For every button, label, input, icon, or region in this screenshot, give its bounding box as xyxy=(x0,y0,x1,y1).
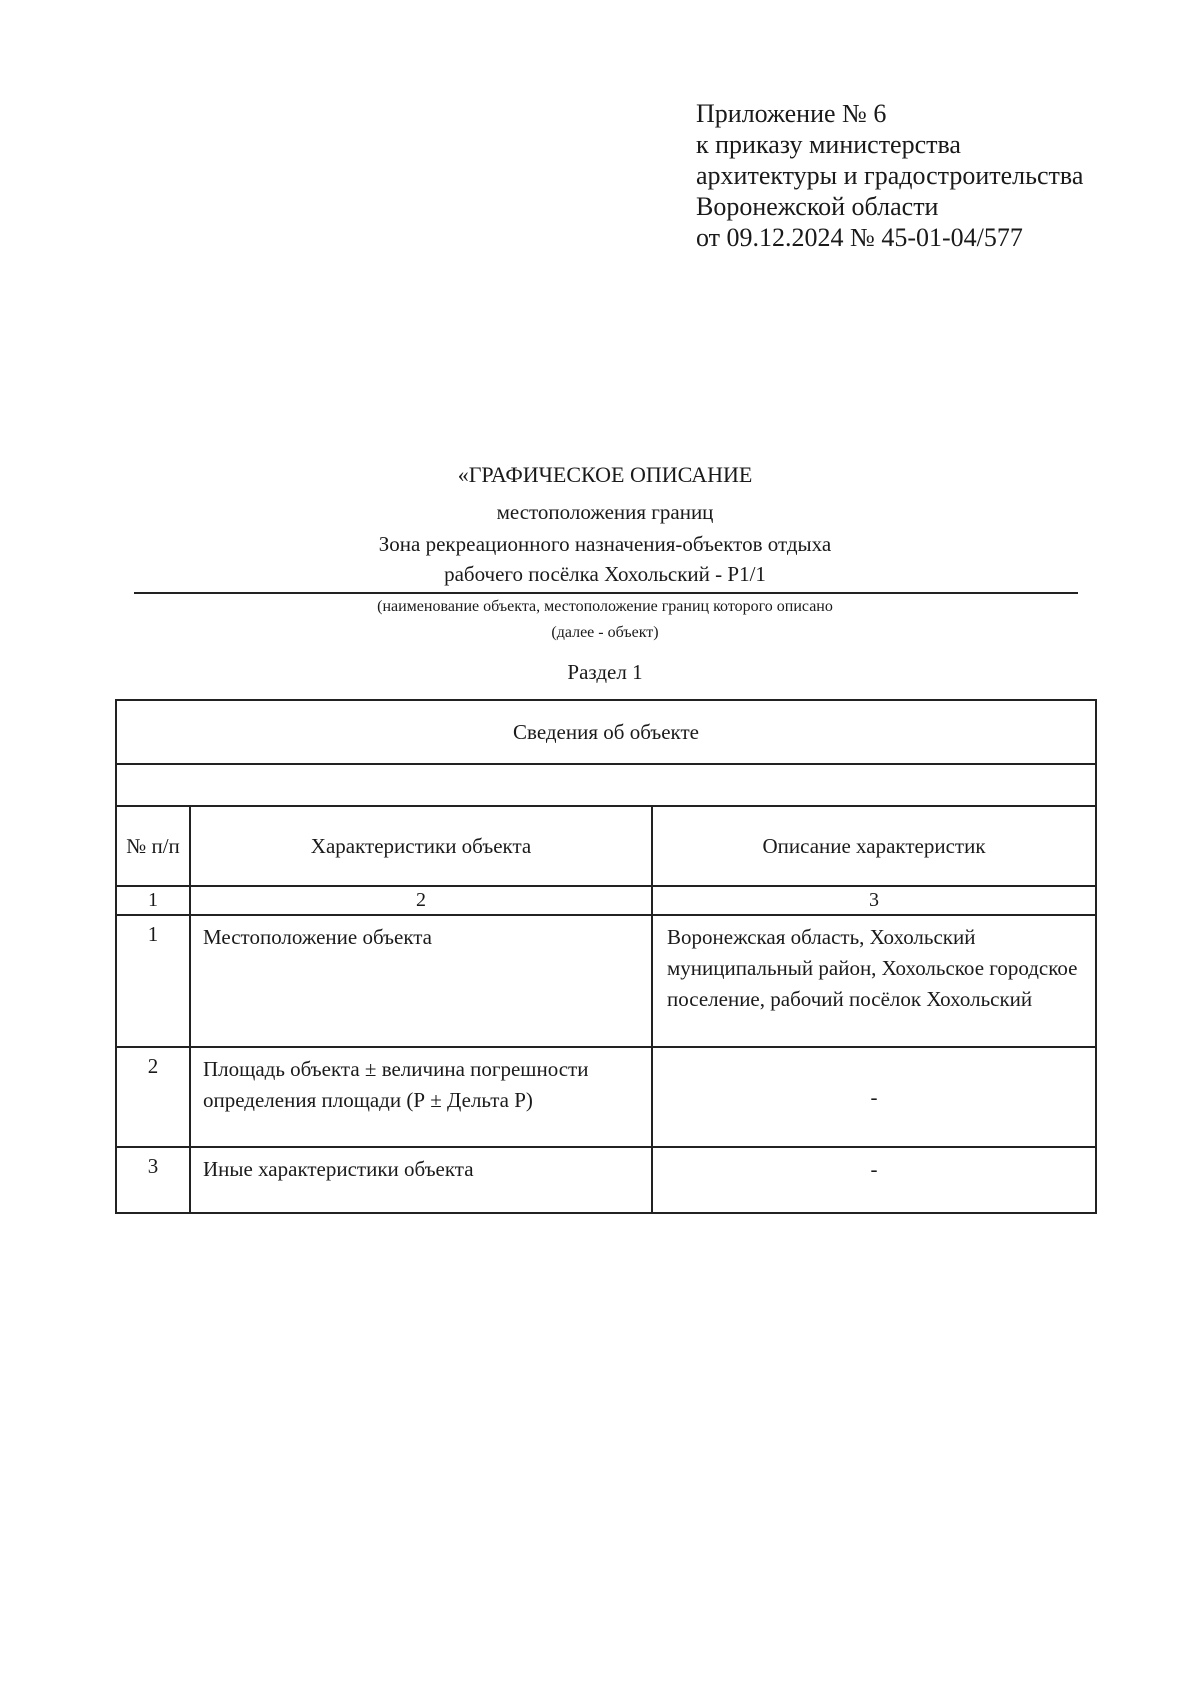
object-name-line: Зона рекреационного назначения-объектов отдыха xyxy=(378,532,832,556)
row-characteristic: Местоположение объекта xyxy=(190,915,652,1047)
row-description: - xyxy=(652,1147,1096,1213)
row-characteristic: Площадь объекта ± величина погрешности определения площади (Р ± Дельта Р) xyxy=(190,1047,652,1147)
title-note: (далее - объект) xyxy=(551,624,659,641)
column-number: 1 xyxy=(116,886,190,915)
document-subtitle: местоположения границ xyxy=(496,500,714,524)
appendix-line: к приказу министерства xyxy=(696,130,961,159)
table-row xyxy=(116,1147,1096,1213)
column-header-description: Описание характеристик xyxy=(652,806,1096,886)
column-number: 3 xyxy=(652,886,1096,915)
title-underline xyxy=(134,592,1078,594)
table-row xyxy=(116,1047,1096,1147)
table-row xyxy=(116,915,1096,1047)
section-heading: Раздел 1 xyxy=(567,660,643,684)
document-title: «ГРАФИЧЕСКОЕ ОПИСАНИЕ xyxy=(457,462,753,487)
appendix-line: Воронежской области xyxy=(696,192,939,221)
column-header-num: № п/п xyxy=(116,806,190,886)
appendix-reference xyxy=(696,98,1083,253)
object-name-line: рабочего посёлка Хохольский - Р1/1 xyxy=(444,562,766,586)
appendix-line: Приложение № 6 xyxy=(696,99,887,128)
table-header: Сведения об объекте xyxy=(116,700,1096,764)
column-number: 2 xyxy=(190,886,652,915)
row-characteristic: Иные характеристики объекта xyxy=(190,1147,652,1213)
row-number: 1 xyxy=(116,915,190,1047)
appendix-line: архитектуры и градостроительства xyxy=(696,161,1084,190)
row-description: Воронежская область, Хохольский муниципальный район, Хохольское городское поселение, рабочий посёлок Хохольский xyxy=(652,915,1096,1047)
column-header-characteristic: Характеристики объекта xyxy=(190,806,652,886)
row-description: - xyxy=(652,1047,1096,1147)
table-blank-row xyxy=(116,764,1096,806)
row-number: 3 xyxy=(116,1147,190,1213)
object-info-table xyxy=(115,699,1097,1214)
appendix-line: от 09.12.2024 № 45-01-04/577 xyxy=(696,223,1023,252)
title-note: (наименование объекта, местоположение границ которого описано xyxy=(377,598,833,615)
row-number: 2 xyxy=(116,1047,190,1147)
